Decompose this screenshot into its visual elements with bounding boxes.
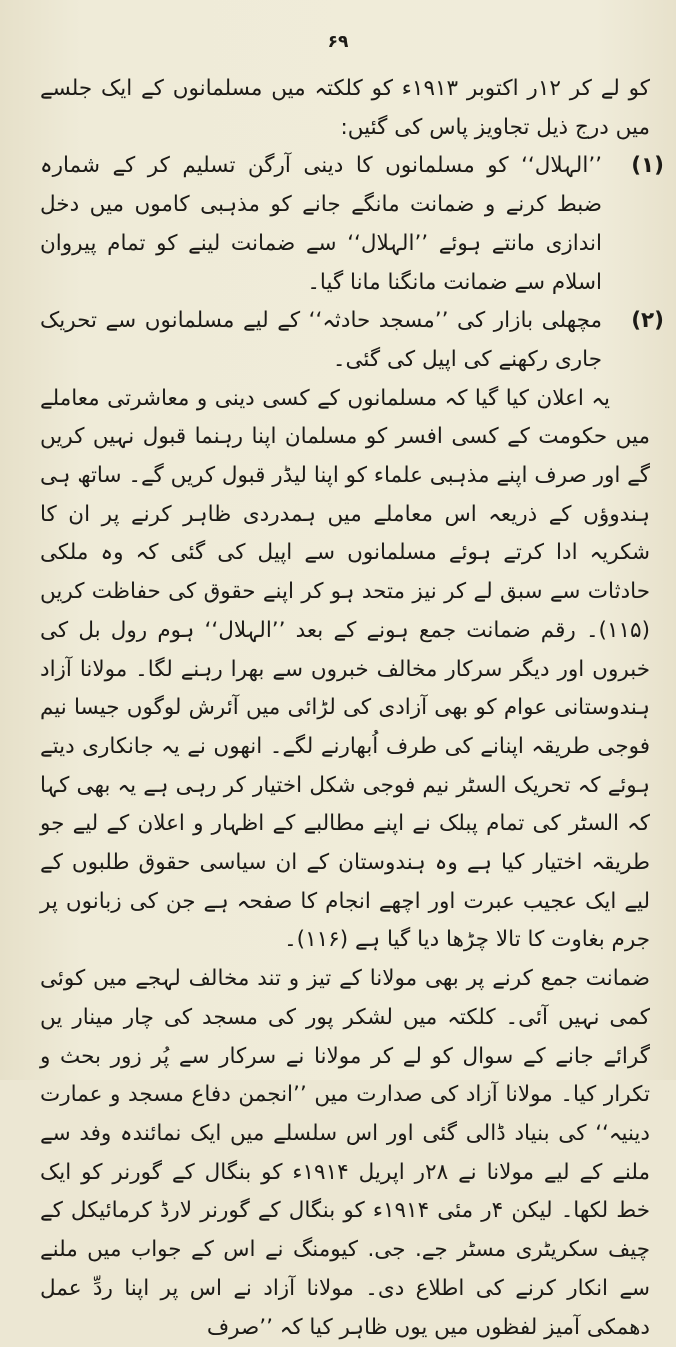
list-item-text: مچھلی بازار کی ’’مسجد حادثہ‘‘ کے لیے مسلمانوں سے تحریک جاری رکھنے کی اپیل کی گئی۔ bbox=[40, 308, 602, 372]
list-item-number: (۱) bbox=[631, 153, 664, 179]
body-paragraph: یہ اعلان کیا گیا کہ مسلمانوں کے کسی دینی و معاشرتی معاملے میں حکومت کے کسی افسر کو مسلمان اپنا رہنما قبول نہیں کریں گے اور صرف اپنے مذہبی علماء کو اپنا لیڈر قبول کریں گے۔ ساتھ ہی ہندوؤں کے ذریعہ اس معاملے میں ہمدردی ظاہر کرنے پر ان کا شکریہ ادا کرتے ہوئے مسلمانوں سے اپیل کی گئی کہ وہ ملکی حادثات سے سبق لے کر نیز متحد ہو کر اپنے حقوق کی حفاظت کریں (۱۱۵)۔ رقم ضمانت جمع ہونے کے بعد ’’الہلال‘‘ ہوم رول بل کی خبروں اور دیگر سرکار مخالف خبروں سے بھرا رہنے لگا۔ مولانا آزاد ہندوستانی عوام کو بھی آزادی کی لڑائی میں آئرش لوگوں جیسا نیم فوجی طریقہ اپنانے کی طرف اُبھارنے لگے۔ انھوں نے یہ جانکاری دیتے ہوئے کہ تحریک السٹر نیم فوجی شکل اختیار کر رہی ہے یہ بھی کہا کہ السٹر کی تمام پبلک نے اپنے مطالبے کے اظہار و اعلان کے لیے جو طریقہ اختیار کیا ہے وہ ہندوستان کے ان سیاسی حقوق طلبوں کے لیے ایک عجیب عبرت اور اچھے انجام کا صفحہ ہے جن کی زبانوں پر جرم بغاوت کا تالا چڑھا دیا گیا ہے (۱۱۶)۔ bbox=[40, 385, 650, 953]
list-item bbox=[40, 147, 664, 302]
intro-paragraph: کو لے کر ۱۲ر اکتوبر ۱۹۱۳ء کو کلکتہ میں مسلمانوں کے ایک جلسے میں درج ذیل تجاویز پاس کی گئیں: bbox=[40, 76, 651, 140]
page-body bbox=[40, 70, 664, 1347]
list-item-text: ’’الہلال‘‘ کو مسلمانوں کا دینی آرگن تسلیم کر کے شمارہ ضبط کرنے و ضمانت مانگے جانے کو مذہبی کاموں میں دخل اندازی مانتے ہوئے ’’الہلال‘‘ سے ضمانت لینے کو تمام پیروان اسلام سے ضمانت مانگنا مانا گیا۔ bbox=[40, 153, 602, 295]
list-item bbox=[40, 302, 664, 379]
list-item-number: (۲) bbox=[631, 308, 664, 334]
body-paragraph: ضمانت جمع کرنے پر بھی مولانا کے تیز و تند مخالف لہجے میں کوئی کمی نہیں آئی۔ کلکتہ میں لشکر پور کی مسجد کی چار مینار یں گرائے جانے کے سوال کو لے کر مولانا نے سرکار سے پُر زور بحث و تکرار کیا۔ مولانا آزاد کی صدارت میں ’’انجمن دفاع مسجد و عمارت دینیہ‘‘ کی بنیاد ڈالی گئی اور اس سلسلے میں ایک نمائندہ وفد سے ملنے کے لیے مولانا نے ۲۸ر اپریل ۱۹۱۴ء کو بنگال کے گورنر کو ایک خط لکھا۔ لیکن ۴ر مئی ۱۹۱۴ء کو بنگال کے گورنر لارڈ کرمائیکل کے چیف سکریٹری مسٹر جے. جی. کیومنگ نے اس کے جواب میں ملنے سے انکار کرنے کی اطلاع دی۔ مولانا آزاد نے اس پر اپنا ردِّ عمل دھمکی آمیز لفظوں میں یوں ظاہر کیا کہ ’’صرف bbox=[40, 966, 650, 1340]
page-number: ۶۹ bbox=[327, 32, 349, 52]
